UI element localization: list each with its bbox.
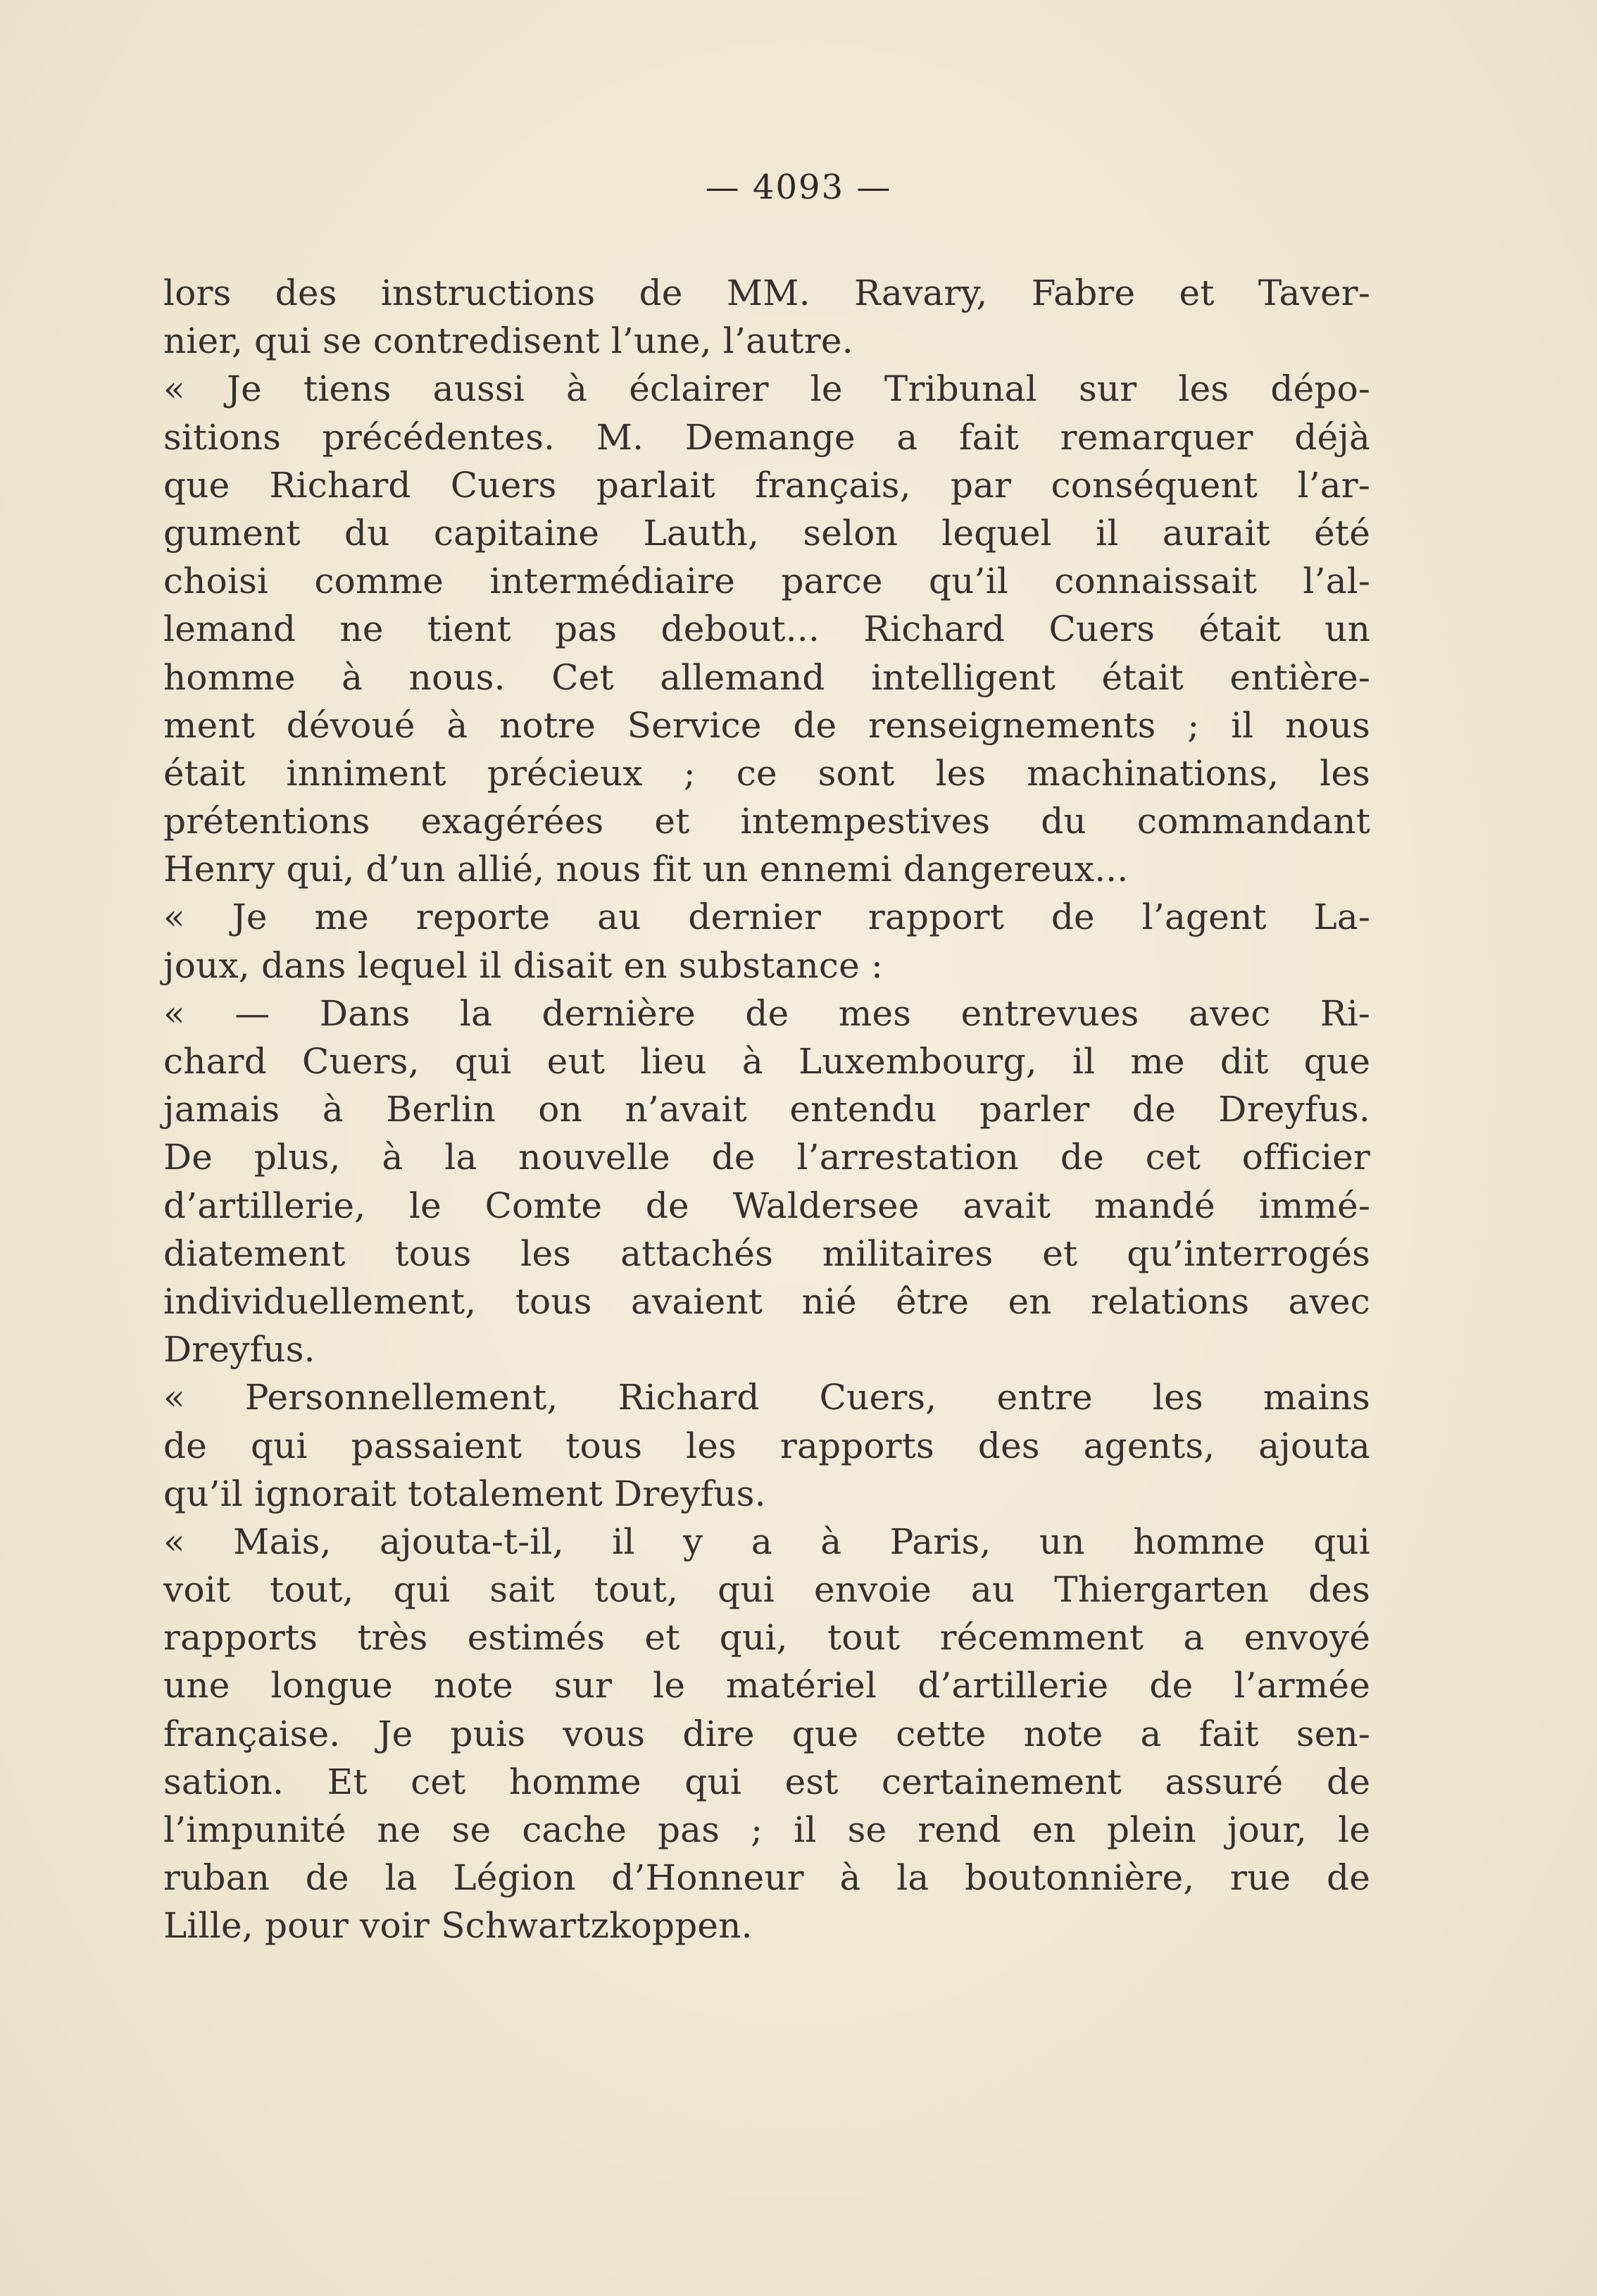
text-line: chard Cuers, qui eut lieu à Luxembourg, il me dit que xyxy=(163,1041,1370,1082)
text-line: était inniment précieux ; ce sont les machinations, les xyxy=(163,752,1370,794)
text-line: française. Je puis vous dire que cette note a fait sen- xyxy=(163,1713,1370,1754)
text-line: diatement tous les attachés militaires et qu’interrogés xyxy=(163,1233,1370,1274)
text-line: Henry qui, d’un allié, nous fit un ennemi dangereux... xyxy=(163,849,1129,890)
text-line: que Richard Cuers parlait français, par conséquent l’ar- xyxy=(163,464,1370,506)
text-line: homme à nous. Cet allemand intelligent était entière- xyxy=(163,656,1370,698)
text-line: nier, qui se contredisent l’une, l’autre. xyxy=(163,320,853,362)
text-line: choisi comme intermédiaire parce qu’il connaissait l’al- xyxy=(163,561,1370,602)
text-line: l’impunité ne se cache pas ; il se rend en plein jour, le xyxy=(163,1809,1370,1850)
text-line: sation. Et cet homme qui est certainement assuré de xyxy=(163,1761,1370,1802)
text-line: une longue note sur le matériel d’artillerie de l’armée xyxy=(163,1665,1370,1707)
text-line: Lille, pour voir Schwartzkoppen. xyxy=(163,1905,753,1947)
page-number: — 4093 — xyxy=(705,168,892,207)
text-line: Dreyfus. xyxy=(163,1329,315,1371)
text-line: « Je me reporte au dernier rapport de l’agent La- xyxy=(163,897,1370,938)
text-line: lors des instructions de MM. Ravary, Fabre et Taver- xyxy=(163,273,1370,313)
text-line: rapports très estimés et qui, tout récemment a envoyé xyxy=(163,1617,1370,1659)
text-line: qu’il ignorait totalement Dreyfus. xyxy=(163,1473,766,1514)
text-line: « Personnellement, Richard Cuers, entre les mains xyxy=(163,1377,1370,1418)
text-line: gument du capitaine Lauth, selon lequel il aurait été xyxy=(163,512,1370,554)
text-line: « Mais, ajouta-t-il, il y a à Paris, un homme qui xyxy=(163,1521,1370,1562)
body-text xyxy=(163,269,1370,1950)
text-line: joux, dans lequel il disait en substance : xyxy=(163,944,883,986)
text-line: jamais à Berlin on n’avait entendu parler de Dreyfus. xyxy=(163,1089,1370,1130)
text-line: individuellement, tous avaient nié être en relations avec xyxy=(163,1280,1370,1322)
text-line: ment dévoué à notre Service de renseignements ; il nous xyxy=(163,704,1370,746)
text-line: De plus, à la nouvelle de l’arrestation de cet officier xyxy=(163,1137,1370,1178)
text-line: d’artillerie, le Comte de Waldersee avait mandé immé- xyxy=(163,1185,1370,1226)
text-line: voit tout, qui sait tout, qui envoie au Thiergarten des xyxy=(163,1569,1370,1611)
text-line: « — Dans la dernière de mes entrevues avec Ri- xyxy=(163,992,1370,1034)
text-line: de qui passaient tous les rapports des agents, ajouta xyxy=(163,1425,1370,1466)
text-line: prétentions exagérées et intempestives du commandant xyxy=(163,801,1370,842)
text-line: « Je tiens aussi à éclairer le Tribunal sur les dépo- xyxy=(163,368,1370,410)
text-line: ruban de la Légion d’Honneur à la boutonnière, rue de xyxy=(163,1857,1370,1899)
text-line: lemand ne tient pas debout... Richard Cuers était un xyxy=(163,609,1370,650)
text-line: sitions précédentes. M. Demange a fait remarquer déjà xyxy=(163,416,1370,458)
